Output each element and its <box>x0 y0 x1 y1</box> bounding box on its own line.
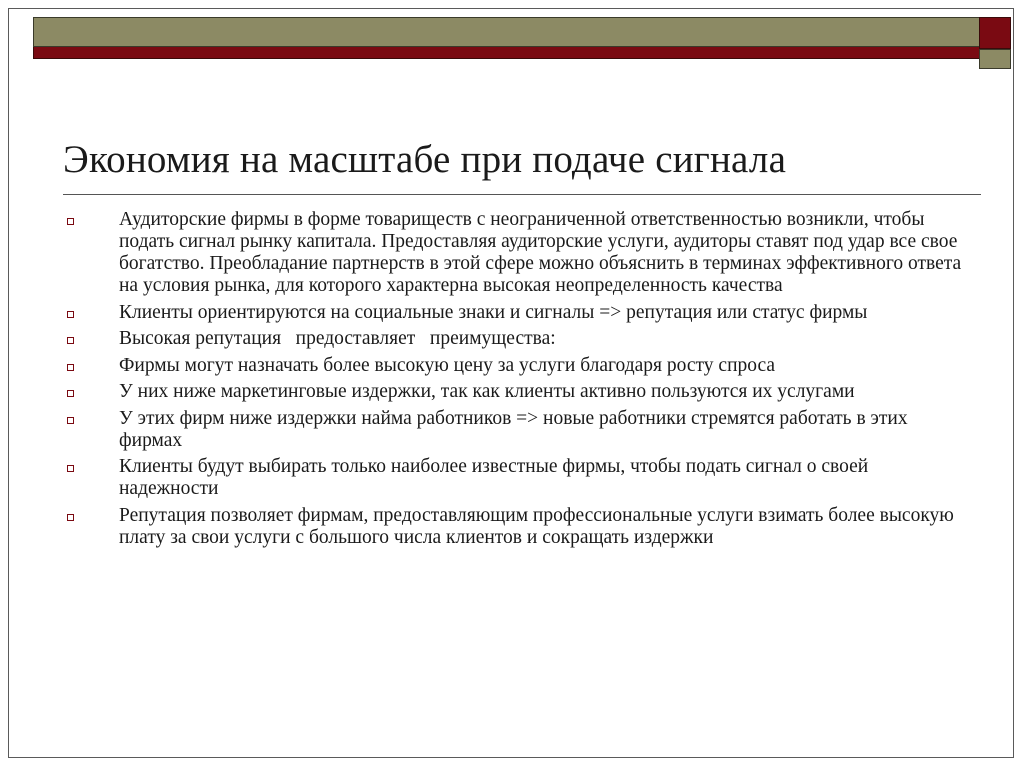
header-band-maroon <box>33 47 1011 59</box>
bullet-square-icon <box>67 337 74 344</box>
bullet-square-icon <box>67 514 74 521</box>
bullet-text: У них ниже маркетинговые издержки, так как клиенты активно пользуются их услугами <box>119 381 855 402</box>
corner-square-olive <box>979 49 1011 69</box>
bullet-item <box>61 209 971 297</box>
corner-square-maroon <box>979 17 1011 49</box>
bullet-text: У этих фирм ниже издержки найма работников => новые работники стремятся работать в этих фирмах <box>119 407 908 451</box>
bullet-text: Репутация позволяет фирмам, предоставляющим профессиональные услуги взимать более высокую плату за свои услуги с большого числа клиентов и сокращать издержки <box>119 504 954 548</box>
bullet-item <box>61 355 971 377</box>
bullet-item <box>61 408 971 452</box>
header-band-olive <box>33 17 986 47</box>
title-divider <box>63 194 981 195</box>
bullet-text: Аудиторские фирмы в форме товариществ с неограниченной ответственностью возникли, чтобы подать сигнал рынку капитала. Предоставляя аудиторские услуги, аудиторы ставят под удар все свое богатство. Преобладание партнерств в этой сфере можно объяснить в терминах эффективного ответа на условия рынка, для которого характерна высокая неопределенность качества <box>119 209 962 296</box>
bullet-square-icon <box>67 390 74 397</box>
bullet-square-icon <box>67 311 74 318</box>
bullet-item <box>61 328 971 350</box>
bullet-item <box>61 456 971 500</box>
bullet-item <box>61 381 971 403</box>
bullet-square-icon <box>67 465 74 472</box>
bullet-item <box>61 302 971 324</box>
bullet-text: Высокая репутация предоставляет преимущества: <box>119 328 556 349</box>
bullet-text: Клиенты будут выбирать только наиболее известные фирмы, чтобы подать сигнал о своей надежности <box>119 456 869 499</box>
slide <box>8 8 1014 758</box>
bullet-square-icon <box>67 218 74 225</box>
bullet-item <box>61 505 971 549</box>
bullet-square-icon <box>67 417 74 424</box>
bullet-text: Клиенты ориентируются на социальные знаки и сигналы => репутация или статус фирмы <box>119 301 868 323</box>
bullet-list <box>61 209 971 553</box>
slide-title: Экономия на масштабе при подаче сигнала <box>63 138 787 181</box>
bullet-square-icon <box>67 364 74 371</box>
bullet-text: Фирмы могут назначать более высокую цену за услуги благодаря росту спроса <box>119 354 776 376</box>
